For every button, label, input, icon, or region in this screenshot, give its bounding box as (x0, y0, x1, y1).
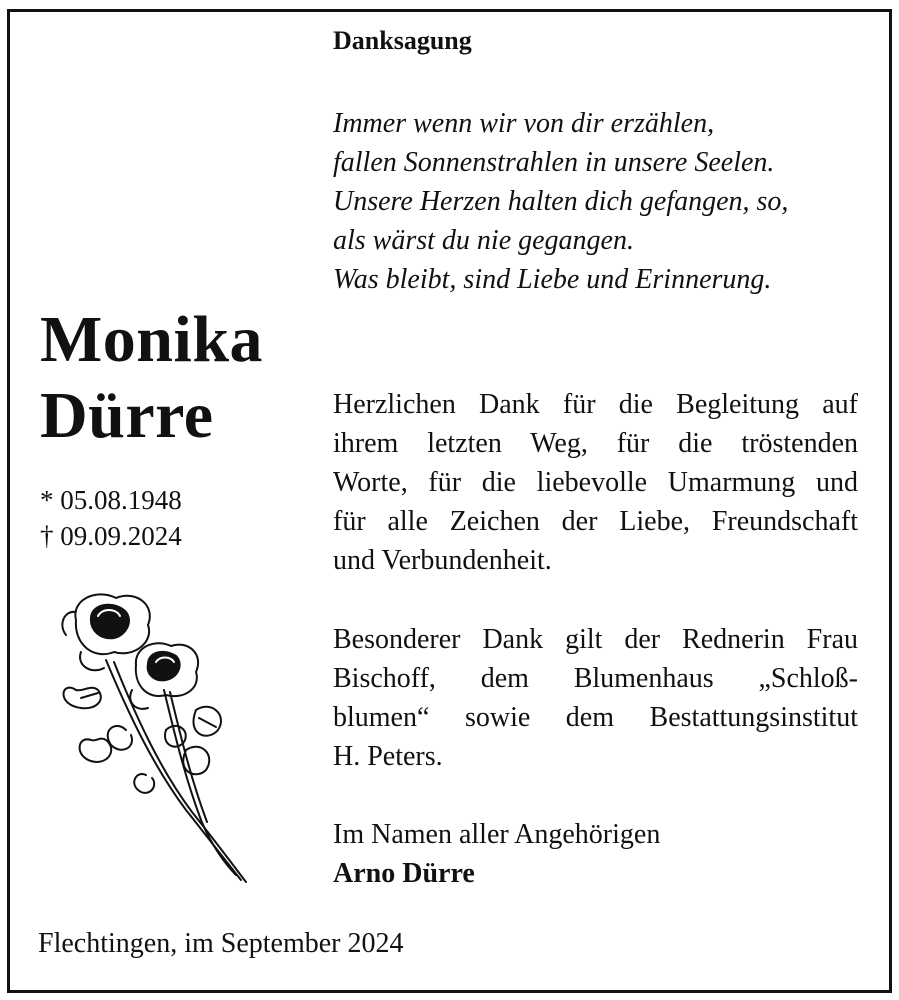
text-line: Besonderer Dank gilt der Rednerin Frau (333, 624, 858, 655)
poem-line: Immer wenn wir von dir erzählen, (333, 108, 715, 139)
signature: Arno Dürre (333, 858, 475, 889)
place-and-date: Flechtingen, im September 2024 (38, 928, 404, 959)
roses-illustration-icon (36, 580, 276, 890)
closing (333, 815, 660, 893)
heading: Danksagung (333, 26, 472, 55)
death-date: † 09.09.2024 (40, 521, 182, 551)
text-line: H. Peters. (333, 741, 443, 772)
first-name: Monika (40, 303, 264, 376)
text-line: blumen“ sowie dem Bestattungsinstitut (333, 702, 858, 733)
thanks-paragraph-1 (333, 385, 858, 580)
text-line: ihrem letzten Weg, für die tröstenden (333, 428, 858, 459)
text-line: Bischoff, dem Blumenhaus „Schloß- (333, 663, 858, 694)
text-line: Worte, für die liebevolle Umarmung und (333, 467, 858, 498)
deceased-name (40, 302, 263, 454)
poem-line: Was bleibt, sind Liebe und Erinnerung. (333, 264, 772, 295)
life-dates (40, 482, 182, 554)
text-line: und Verbundenheit. (333, 545, 552, 576)
text-line: für alle Zeichen der Liebe, Freundschaft (333, 506, 858, 537)
poem-line: als wärst du nie gegangen. (333, 225, 634, 256)
poem-line: Unsere Herzen halten dich gefangen, so, (333, 186, 789, 217)
thanks-paragraph-2 (333, 620, 858, 776)
closing-line: Im Namen aller Angehörigen (333, 819, 661, 850)
text-line: Herzlichen Dank für die Begleitung auf (333, 389, 858, 420)
birth-date: * 05.08.1948 (40, 485, 182, 515)
poem-line: fallen Sonnenstrahlen in unsere Seelen. (333, 147, 775, 178)
poem (333, 104, 853, 299)
last-name: Dürre (40, 379, 214, 452)
